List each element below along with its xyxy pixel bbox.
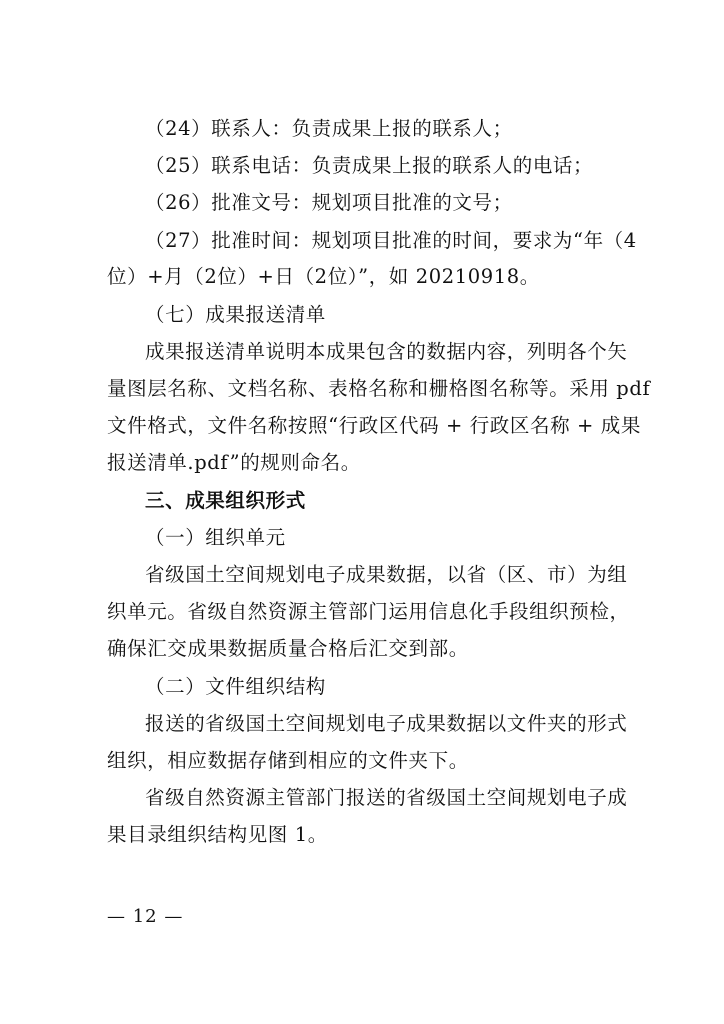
paragraph-line: 成果报送清单说明本成果包含的数据内容，列明各个矢 [145,340,628,363]
item-27-approval-time-cont: 位）+月（2位）+日（2位）”，如 20210918。 [107,265,540,288]
item-24-contact-person: （24）联系人：负责成果上报的联系人； [145,117,513,140]
page-number: — 12 — [107,906,184,927]
section-three-heading: 三、成果组织形式 [145,489,306,512]
paragraph-line: 组织，相应数据存储到相应的文件夹下。 [107,749,469,772]
item-25-contact-phone: （25）联系电话：负责成果上报的联系人的电话； [145,154,594,177]
paragraph-line: 量图层名称、文档名称、表格名称和栅格图名称等。采用 pdf [107,377,651,400]
paragraph-line: 报送清单.pdf”的规则命名。 [107,451,361,474]
paragraph-line: 确保汇交成果数据质量合格后汇交到部。 [107,637,469,660]
subsection-two-heading: （二）文件组织结构 [145,675,326,698]
paragraph-line: 果目录组织结构见图 1。 [107,823,328,846]
paragraph-line: 文件格式，文件名称按照“行政区代码 + 行政区名称 + 成果 [107,414,641,437]
item-26-approval-number: （26）批准文号：规划项目批准的文号； [145,191,513,214]
subsection-one-heading: （一）组织单元 [145,526,286,549]
item-27-approval-time: （27）批准时间：规划项目批准的时间，要求为“年（4 [145,229,637,252]
paragraph-line: 省级自然资源主管部门报送的省级国土空间规划电子成 [145,786,628,809]
paragraph-line: 省级国土空间规划电子成果数据，以省（区、市）为组 [145,563,628,586]
paragraph-line: 织单元。省级自然资源主管部门运用信息化手段组织预检， [107,600,630,623]
paragraph-line: 报送的省级国土空间规划电子成果数据以文件夹的形式 [145,712,628,735]
section-seven-heading: （七）成果报送清单 [145,303,326,326]
